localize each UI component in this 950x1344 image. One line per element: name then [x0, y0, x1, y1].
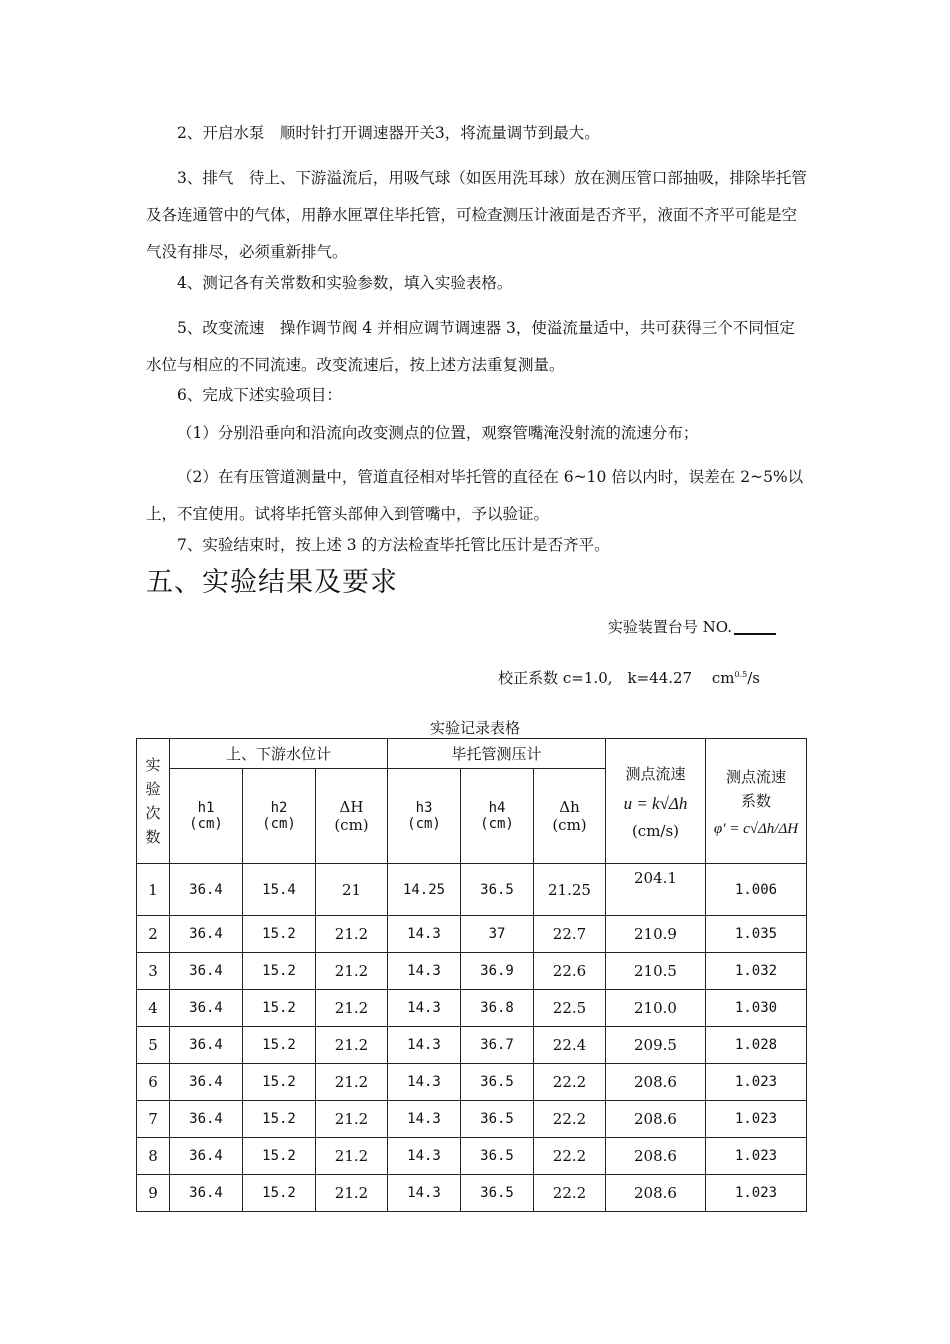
- cell-h1: 36.4: [170, 1027, 243, 1064]
- step-6-1: （1）分别沿垂向和沿流向改变测点的位置，观察管嘴淹没射流的流速分布；: [177, 424, 699, 442]
- cell-h3: 14.25: [388, 864, 461, 916]
- cell-h2: 15.2: [243, 1175, 316, 1212]
- coefficient-label: 校正系数 c=1.0, k=44.27 cm: [498, 669, 735, 687]
- cell-run: 6: [137, 1064, 170, 1101]
- cell-velocity: 210.9: [606, 916, 706, 953]
- cell-h1: 36.4: [170, 1101, 243, 1138]
- cell-dH: 21.2: [316, 1101, 388, 1138]
- cell-h4: 36.5: [461, 1175, 534, 1212]
- cell-dH: 21.2: [316, 953, 388, 990]
- header-h1: h1 (cm): [170, 769, 243, 864]
- cell-coefficient: 1.032: [706, 953, 807, 990]
- cell-h4: 36.9: [461, 953, 534, 990]
- table-row: [137, 916, 807, 953]
- cell-dH: 21: [316, 864, 388, 916]
- header-group-water-level: 上、下游水位计: [170, 739, 388, 769]
- header-h2: h2 (cm): [243, 769, 316, 864]
- cell-h4: 36.7: [461, 1027, 534, 1064]
- cell-h4: 36.5: [461, 1138, 534, 1175]
- cell-h2: 15.2: [243, 990, 316, 1027]
- cell-h2: 15.4: [243, 864, 316, 916]
- cell-h4: 37: [461, 916, 534, 953]
- cell-dh: 22.2: [534, 1175, 606, 1212]
- table-row: [137, 864, 807, 916]
- coefficient-formula: φ′ = c√Δh/ΔH: [713, 820, 799, 837]
- cell-coefficient: 1.023: [706, 1101, 807, 1138]
- cell-dh: 22.2: [534, 1138, 606, 1175]
- cell-dH: 21.2: [316, 1064, 388, 1101]
- table-row: [137, 1101, 807, 1138]
- cell-dh: 22.6: [534, 953, 606, 990]
- cell-dH: 21.2: [316, 1138, 388, 1175]
- record-table: [136, 738, 807, 1212]
- header-dh: Δh (cm): [534, 769, 606, 864]
- cell-h3: 14.3: [388, 1027, 461, 1064]
- table-row: [137, 953, 807, 990]
- cell-dh: 22.4: [534, 1027, 606, 1064]
- cell-velocity: 208.6: [606, 1101, 706, 1138]
- cell-h4: 36.8: [461, 990, 534, 1027]
- cell-h3: 14.3: [388, 1138, 461, 1175]
- cell-dH: 21.2: [316, 1175, 388, 1212]
- cell-h3: 14.3: [388, 1064, 461, 1101]
- cell-h1: 36.4: [170, 1138, 243, 1175]
- cell-h2: 15.2: [243, 1101, 316, 1138]
- cell-coefficient: 1.006: [706, 864, 807, 916]
- table-row: [137, 1027, 807, 1064]
- cell-dH: 21.2: [316, 1027, 388, 1064]
- cell-dh: 22.2: [534, 1101, 606, 1138]
- cell-h2: 15.2: [243, 1064, 316, 1101]
- step-3: 3、排气 待上、下游溢流后，用吸气球（如医用洗耳球）放在测压管口部抽吸，排除毕托管及各连通管中的气体，用静水匣罩住毕托管，可检查测压计液面是否齐平，液面不齐平可能是空气没有排尽，必须重新排气。: [146, 169, 807, 261]
- cell-dH: 21.2: [316, 916, 388, 953]
- cell-dH: 21.2: [316, 990, 388, 1027]
- cell-coefficient: 1.023: [706, 1064, 807, 1101]
- step-6: 6、完成下述实验项目：: [177, 386, 342, 404]
- header-coefficient: [706, 739, 807, 864]
- cell-coefficient: 1.023: [706, 1138, 807, 1175]
- cell-velocity: 210.5: [606, 953, 706, 990]
- cell-h3: 14.3: [388, 1101, 461, 1138]
- cell-h3: 14.3: [388, 953, 461, 990]
- device-label: 实验装置台号 NO.: [607, 618, 732, 636]
- device-number-line: [608, 616, 776, 637]
- cell-h3: 14.3: [388, 916, 461, 953]
- cell-h2: 15.2: [243, 1027, 316, 1064]
- step-2: 2、开启水泵 顺时针打开调速器开关3，将流量调节到最大。: [177, 124, 600, 142]
- cell-h3: 14.3: [388, 1175, 461, 1212]
- cell-h2: 15.2: [243, 953, 316, 990]
- cell-velocity: 210.0: [606, 990, 706, 1027]
- header-h4: h4 (cm): [461, 769, 534, 864]
- step-6-2: （2）在有压管道测量中，管道直径相对毕托管的直径在 6~10 倍以内时，误差在 2~5%以上，不宜使用。试将毕托管头部伸入到管嘴中，予以验证。: [146, 468, 804, 523]
- cell-run: 2: [137, 916, 170, 953]
- cell-run: 1: [137, 864, 170, 916]
- section-title: 五、实验结果及要求: [146, 567, 398, 598]
- velocity-title: 测点流速: [625, 764, 686, 783]
- cell-dh: 22.2: [534, 1064, 606, 1101]
- table-row: [137, 1138, 807, 1175]
- header-group-pitot: 毕托管测压计: [388, 739, 606, 769]
- cell-run: 7: [137, 1101, 170, 1138]
- table-row: [137, 1064, 807, 1101]
- step-5: 5、改变流速 操作调节阀 4 并相应调节调速器 3，使溢流量适中，共可获得三个不同恒定水位与相应的不同流速。改变流速后，按上述方法重复测量。: [146, 319, 795, 374]
- cell-h2: 15.2: [243, 1138, 316, 1175]
- table-row: [137, 1175, 807, 1212]
- cell-velocity: 208.6: [606, 1175, 706, 1212]
- cell-h1: 36.4: [170, 1175, 243, 1212]
- coefficient-exponent: 0.5: [734, 670, 748, 679]
- header-velocity: [606, 739, 706, 864]
- cell-dh: 22.7: [534, 916, 606, 953]
- header-h3: h3 (cm): [388, 769, 461, 864]
- device-number-blank: [734, 633, 776, 635]
- cell-h1: 36.4: [170, 990, 243, 1027]
- coefficient-title: 测点流速系数: [725, 767, 786, 810]
- cell-h1: 36.4: [170, 953, 243, 990]
- cell-run: 3: [137, 953, 170, 990]
- cell-h4: 36.5: [461, 1101, 534, 1138]
- cell-h1: 36.4: [170, 916, 243, 953]
- cell-coefficient: 1.023: [706, 1175, 807, 1212]
- cell-velocity: 208.6: [606, 1138, 706, 1175]
- cell-h4: 36.5: [461, 1064, 534, 1101]
- table-caption: 实验记录表格: [429, 719, 520, 737]
- coefficient-line: [498, 667, 760, 688]
- cell-coefficient: 1.035: [706, 916, 807, 953]
- cell-run: 9: [137, 1175, 170, 1212]
- cell-velocity: 208.6: [606, 1064, 706, 1101]
- cell-coefficient: 1.028: [706, 1027, 807, 1064]
- cell-h2: 15.2: [243, 916, 316, 953]
- cell-dh: 22.5: [534, 990, 606, 1027]
- cell-run: 5: [137, 1027, 170, 1064]
- cell-run: 8: [137, 1138, 170, 1175]
- cell-h1: 36.4: [170, 864, 243, 916]
- velocity-unit: (cm/s): [631, 821, 680, 840]
- velocity-formula: u = k√Δh: [623, 793, 688, 813]
- coefficient-unit: /s: [747, 669, 760, 687]
- cell-velocity: 209.5: [606, 1027, 706, 1064]
- cell-h4: 36.5: [461, 864, 534, 916]
- step-7: 7、实验结束时，按上述 3 的方法检查毕托管比压计是否齐平。: [177, 536, 610, 554]
- cell-velocity: 204.1: [606, 864, 706, 916]
- cell-h3: 14.3: [388, 990, 461, 1027]
- header-dH: ΔH (cm): [316, 769, 388, 864]
- cell-h1: 36.4: [170, 1064, 243, 1101]
- header-run: 实验次数: [137, 739, 170, 864]
- header-row-1: [137, 739, 807, 769]
- cell-dh: 21.25: [534, 864, 606, 916]
- cell-coefficient: 1.030: [706, 990, 807, 1027]
- cell-run: 4: [137, 990, 170, 1027]
- table-row: [137, 990, 807, 1027]
- step-4: 4、测记各有关常数和实验参数，填入实验表格。: [177, 274, 513, 292]
